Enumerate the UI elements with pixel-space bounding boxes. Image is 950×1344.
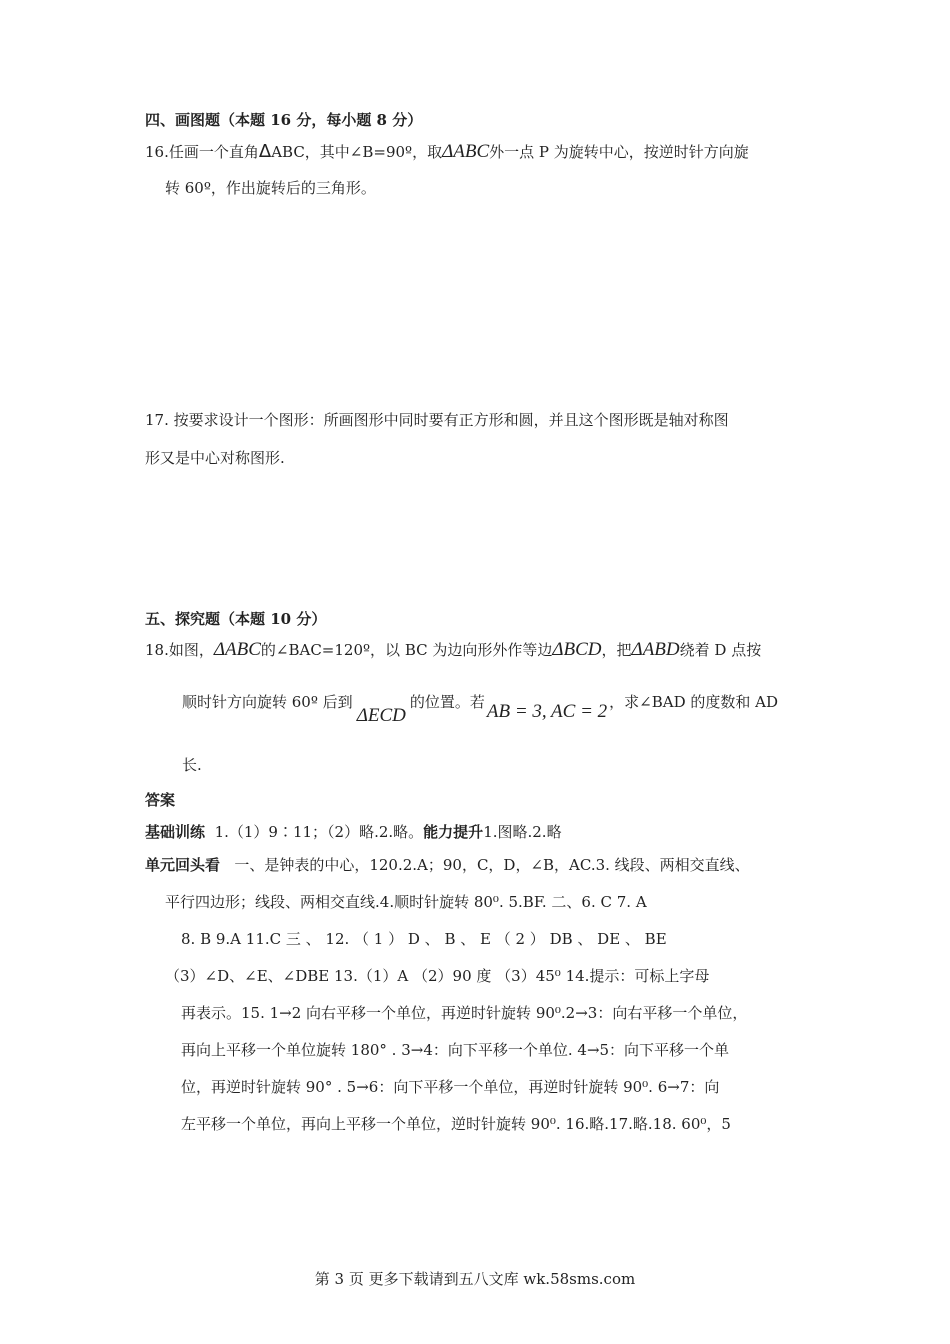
basic-training-text: 1.（1）9∶11；（2）略.2.略。 xyxy=(214,823,424,841)
question-18-line-1 xyxy=(145,640,761,660)
q18-text-c: ，把 xyxy=(601,641,632,659)
q18-text-f: 的位置。若 xyxy=(409,693,485,711)
ability-label: 能力提升 xyxy=(423,823,484,841)
answers-unit-line-3: 8. B 9.A 11.C 三 、 12. （ 1 ） D 、 B 、 E （ 2 ） DB 、 DE 、 BE xyxy=(181,930,667,948)
q16-text-a: 16.任画一个直角 xyxy=(145,143,259,161)
q18-text-b: 的∠BAC=120º，以 BC 为边向形外作等边 xyxy=(260,641,553,659)
answers-unit-line-4: （3）∠D、∠E、∠DBE 13.（1）A （2）90 度 （3）45⁰ 14.提示：可标上字母 xyxy=(165,967,710,985)
question-16-line-2: 转 60º，作出旋转后的三角形。 xyxy=(165,179,376,197)
question-17-line-2: 形又是中心对称图形. xyxy=(145,449,285,467)
question-18-line-3: 长. xyxy=(182,756,202,774)
q18-math-ab-ac: AB = 3, AC = 2 xyxy=(486,701,608,722)
q18-math-abd: ΔABD xyxy=(631,639,680,660)
answers-unit-line-6: 再向上平移一个单位旋转 180° . 3→4：向下平移一个单位. 4→5：向下平移一个单 xyxy=(181,1041,730,1059)
q18-math-ecd: ΔECD xyxy=(356,705,406,726)
unit-review-label: 单元回头看 xyxy=(145,856,221,874)
answers-unit-line-8: 左平移一个单位，再向上平移一个单位，逆时针旋转 90⁰. 16.略.17.略.18. 60⁰，5 xyxy=(181,1115,731,1133)
question-17-line-1: 17. 按要求设计一个图形：所画图形中同时要有正方形和圆，并且这个图形既是轴对称图 xyxy=(145,411,729,429)
q18-text-g: ，求∠BAD 的度数和 AD xyxy=(609,693,779,711)
section-4-title: 四、画图题（本题 16 分，每小题 8 分） xyxy=(145,111,423,129)
answers-unit-line-2: 平行四边形；线段、两相交直线.4.顺时针旋转 80⁰. 5.BF. 二、6. C 7. A xyxy=(165,893,647,911)
answers-unit-line-5: 再表示。15. 1→2 向右平移一个单位，再逆时针旋转 90⁰.2→3：向右平移一个单位， xyxy=(181,1004,748,1022)
q18-math-abc: ΔABC xyxy=(213,639,261,660)
page-footer: 第 3 页 更多下载请到五八文库 wk.58sms.com xyxy=(314,1270,636,1288)
q16-text-b: ABC，其中∠B=90º，取 xyxy=(271,143,443,161)
q16-math-abc: ΔABC xyxy=(442,141,490,162)
section-5-title: 五、探究题（本题 10 分） xyxy=(145,610,327,628)
q18-text-e: 顺时针方向旋转 60º 后到 xyxy=(182,693,353,711)
q18-text-a: 18.如图， xyxy=(145,641,214,659)
unit-review-text-1: 一、是钟表的中心，120.2.A；90，C，D，∠B，AC.3. 线段、两相交直线、 xyxy=(234,856,750,874)
q18-math-bcd: ΔBCD xyxy=(552,639,602,660)
basic-training-label: 基础训练 xyxy=(145,823,206,841)
q18-text-d: 绕着 D 点按 xyxy=(679,641,762,659)
q16-text-c: 外一点 P 为旋转中心，按逆时针方向旋 xyxy=(489,143,749,161)
answers-title: 答案 xyxy=(145,791,176,809)
question-18-line-2 xyxy=(182,692,779,726)
answers-basic-line xyxy=(145,822,562,842)
ability-text: 1.图略.2.略 xyxy=(483,823,562,841)
answers-unit-line-1 xyxy=(145,855,750,875)
q16-triangle-symbol: Δ xyxy=(258,141,272,162)
question-16-line-1 xyxy=(145,142,749,162)
answers-unit-line-7: 位，再逆时针旋转 90° . 5→6：向下平移一个单位，再逆时针旋转 90⁰. 6→7：向 xyxy=(181,1078,720,1096)
